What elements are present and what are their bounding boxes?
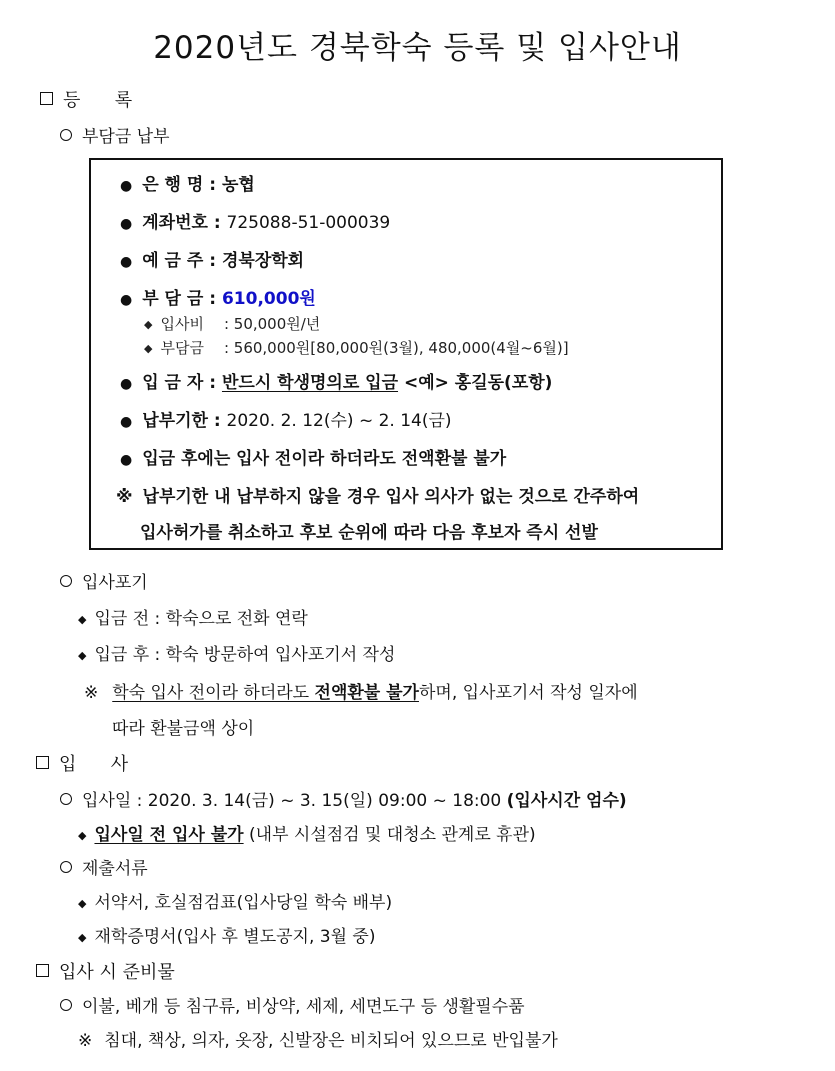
withdrawal-before: ◆ 입금 전 : 학숙으로 전화 연락 [78, 609, 308, 629]
fee-entrance-row: ◆ 입사비 : 50,000원/년 [144, 315, 321, 333]
diamond-bullet-icon: ◆ [78, 649, 87, 662]
page-title: 2020년도 경북학숙 등록 및 입사안내 [153, 30, 682, 66]
diamond-bullet-icon: ◆ [144, 318, 153, 331]
black-circle-bullet-icon: ● [120, 376, 133, 392]
amount-row: ● 부 담 금 : 610,000원 [120, 289, 316, 309]
diamond-bullet-icon: ◆ [78, 829, 87, 842]
black-circle-bullet-icon: ● [120, 178, 133, 194]
black-circle-bullet-icon: ● [120, 216, 133, 232]
document-item: ◆ 서약서, 호실점검표(입사당일 학숙 배부) [78, 893, 393, 913]
reference-mark-icon: ※ [116, 487, 133, 507]
section-heading: 입사 시 준비물 [59, 962, 175, 983]
withdrawal-note-line2: 따라 환불금액 상이 [112, 719, 255, 739]
circle-bullet-icon [60, 793, 72, 805]
document-item: ◆ 재학증명서(입사 후 별도공지, 3월 중) [78, 927, 376, 947]
circle-bullet-icon [60, 575, 72, 587]
account-row: ● 계좌번호 : 725088-51-000039 [120, 213, 391, 233]
supplies-item: 이불, 베개 등 침구류, 비상약, 세제, 세면도구 등 생활필수품 [60, 992, 525, 1017]
withdrawal-note-line1: ※ 학숙 입사 전이라 하더라도 전액환불 불가하며, 입사포기서 작성 일자에 [84, 683, 638, 703]
section-registration [40, 86, 132, 112]
circle-bullet-icon [60, 999, 72, 1011]
bank-row: ● 은 행 명 : 농협 [120, 175, 255, 195]
section-heading: 등 록 [63, 90, 133, 111]
move-in-date: 입사일 : 2020. 3. 14(금) ~ 3. 15(일) 09:00 ~ 18:00 (입사시간 엄수) [60, 786, 627, 811]
checkbox-square-icon [36, 964, 49, 977]
black-circle-bullet-icon: ● [120, 292, 133, 308]
reference-mark-icon: ※ [84, 683, 99, 703]
deadline-row: ● 납부기한 : 2020. 2. 12(수) ~ 2. 14(금) [120, 411, 452, 431]
diamond-bullet-icon: ◆ [78, 931, 87, 944]
subsection-documents [60, 854, 148, 879]
holder-row: ● 예 금 주 : 경북장학회 [120, 251, 305, 271]
circle-bullet-icon [60, 129, 72, 141]
withdrawal-after: ◆ 입금 후 : 학숙 방문하여 입사포기서 작성 [78, 645, 396, 665]
black-circle-bullet-icon: ● [120, 414, 133, 430]
depositor-row: ● 입 금 자 : 반드시 학생명의로 입금 <예> 홍길동(포항) [120, 373, 553, 393]
section-supplies [36, 958, 175, 984]
circle-bullet-icon [60, 861, 72, 873]
fee-burden-row: ◆ 부담금 : 560,000원[80,000원(3월), 480,000(4월~6월)] [144, 339, 569, 357]
payment-note-line2: 입사허가를 취소하고 후보 순위에 따라 다음 후보자 즉시 선발 [140, 523, 598, 543]
subsection-heading: 부담금 납부 [82, 127, 170, 147]
section-moving-in [36, 750, 128, 776]
amount-value: 610,000원 [221, 289, 316, 309]
diamond-bullet-icon: ◆ [144, 342, 153, 355]
subsection-heading: 제출서류 [82, 859, 148, 879]
early-move-in-notice: ◆ 입사일 전 입사 불가 (내부 시설점검 및 대청소 관계로 휴관) [78, 825, 536, 845]
reference-mark-icon: ※ [78, 1031, 93, 1051]
subsection-heading: 입사포기 [82, 573, 148, 593]
supplies-note: ※ 침대, 책상, 의자, 옷장, 신발장은 비치되어 있으므로 반입불가 [78, 1031, 558, 1051]
checkbox-square-icon [36, 756, 49, 769]
refund-row: ● 입금 후에는 입사 전이라 하더라도 전액환불 불가 [120, 449, 507, 469]
black-circle-bullet-icon: ● [120, 452, 133, 468]
subsection-withdrawal [60, 568, 148, 593]
checkbox-square-icon [40, 92, 53, 105]
payment-note-line1: ※ 납부기한 내 납부하지 않을 경우 입사 의사가 없는 것으로 간주하여 [116, 487, 640, 507]
section-heading: 입 사 [59, 754, 129, 775]
diamond-bullet-icon: ◆ [78, 897, 87, 910]
subsection-payment [60, 122, 170, 147]
diamond-bullet-icon: ◆ [78, 613, 87, 626]
black-circle-bullet-icon: ● [120, 254, 133, 270]
